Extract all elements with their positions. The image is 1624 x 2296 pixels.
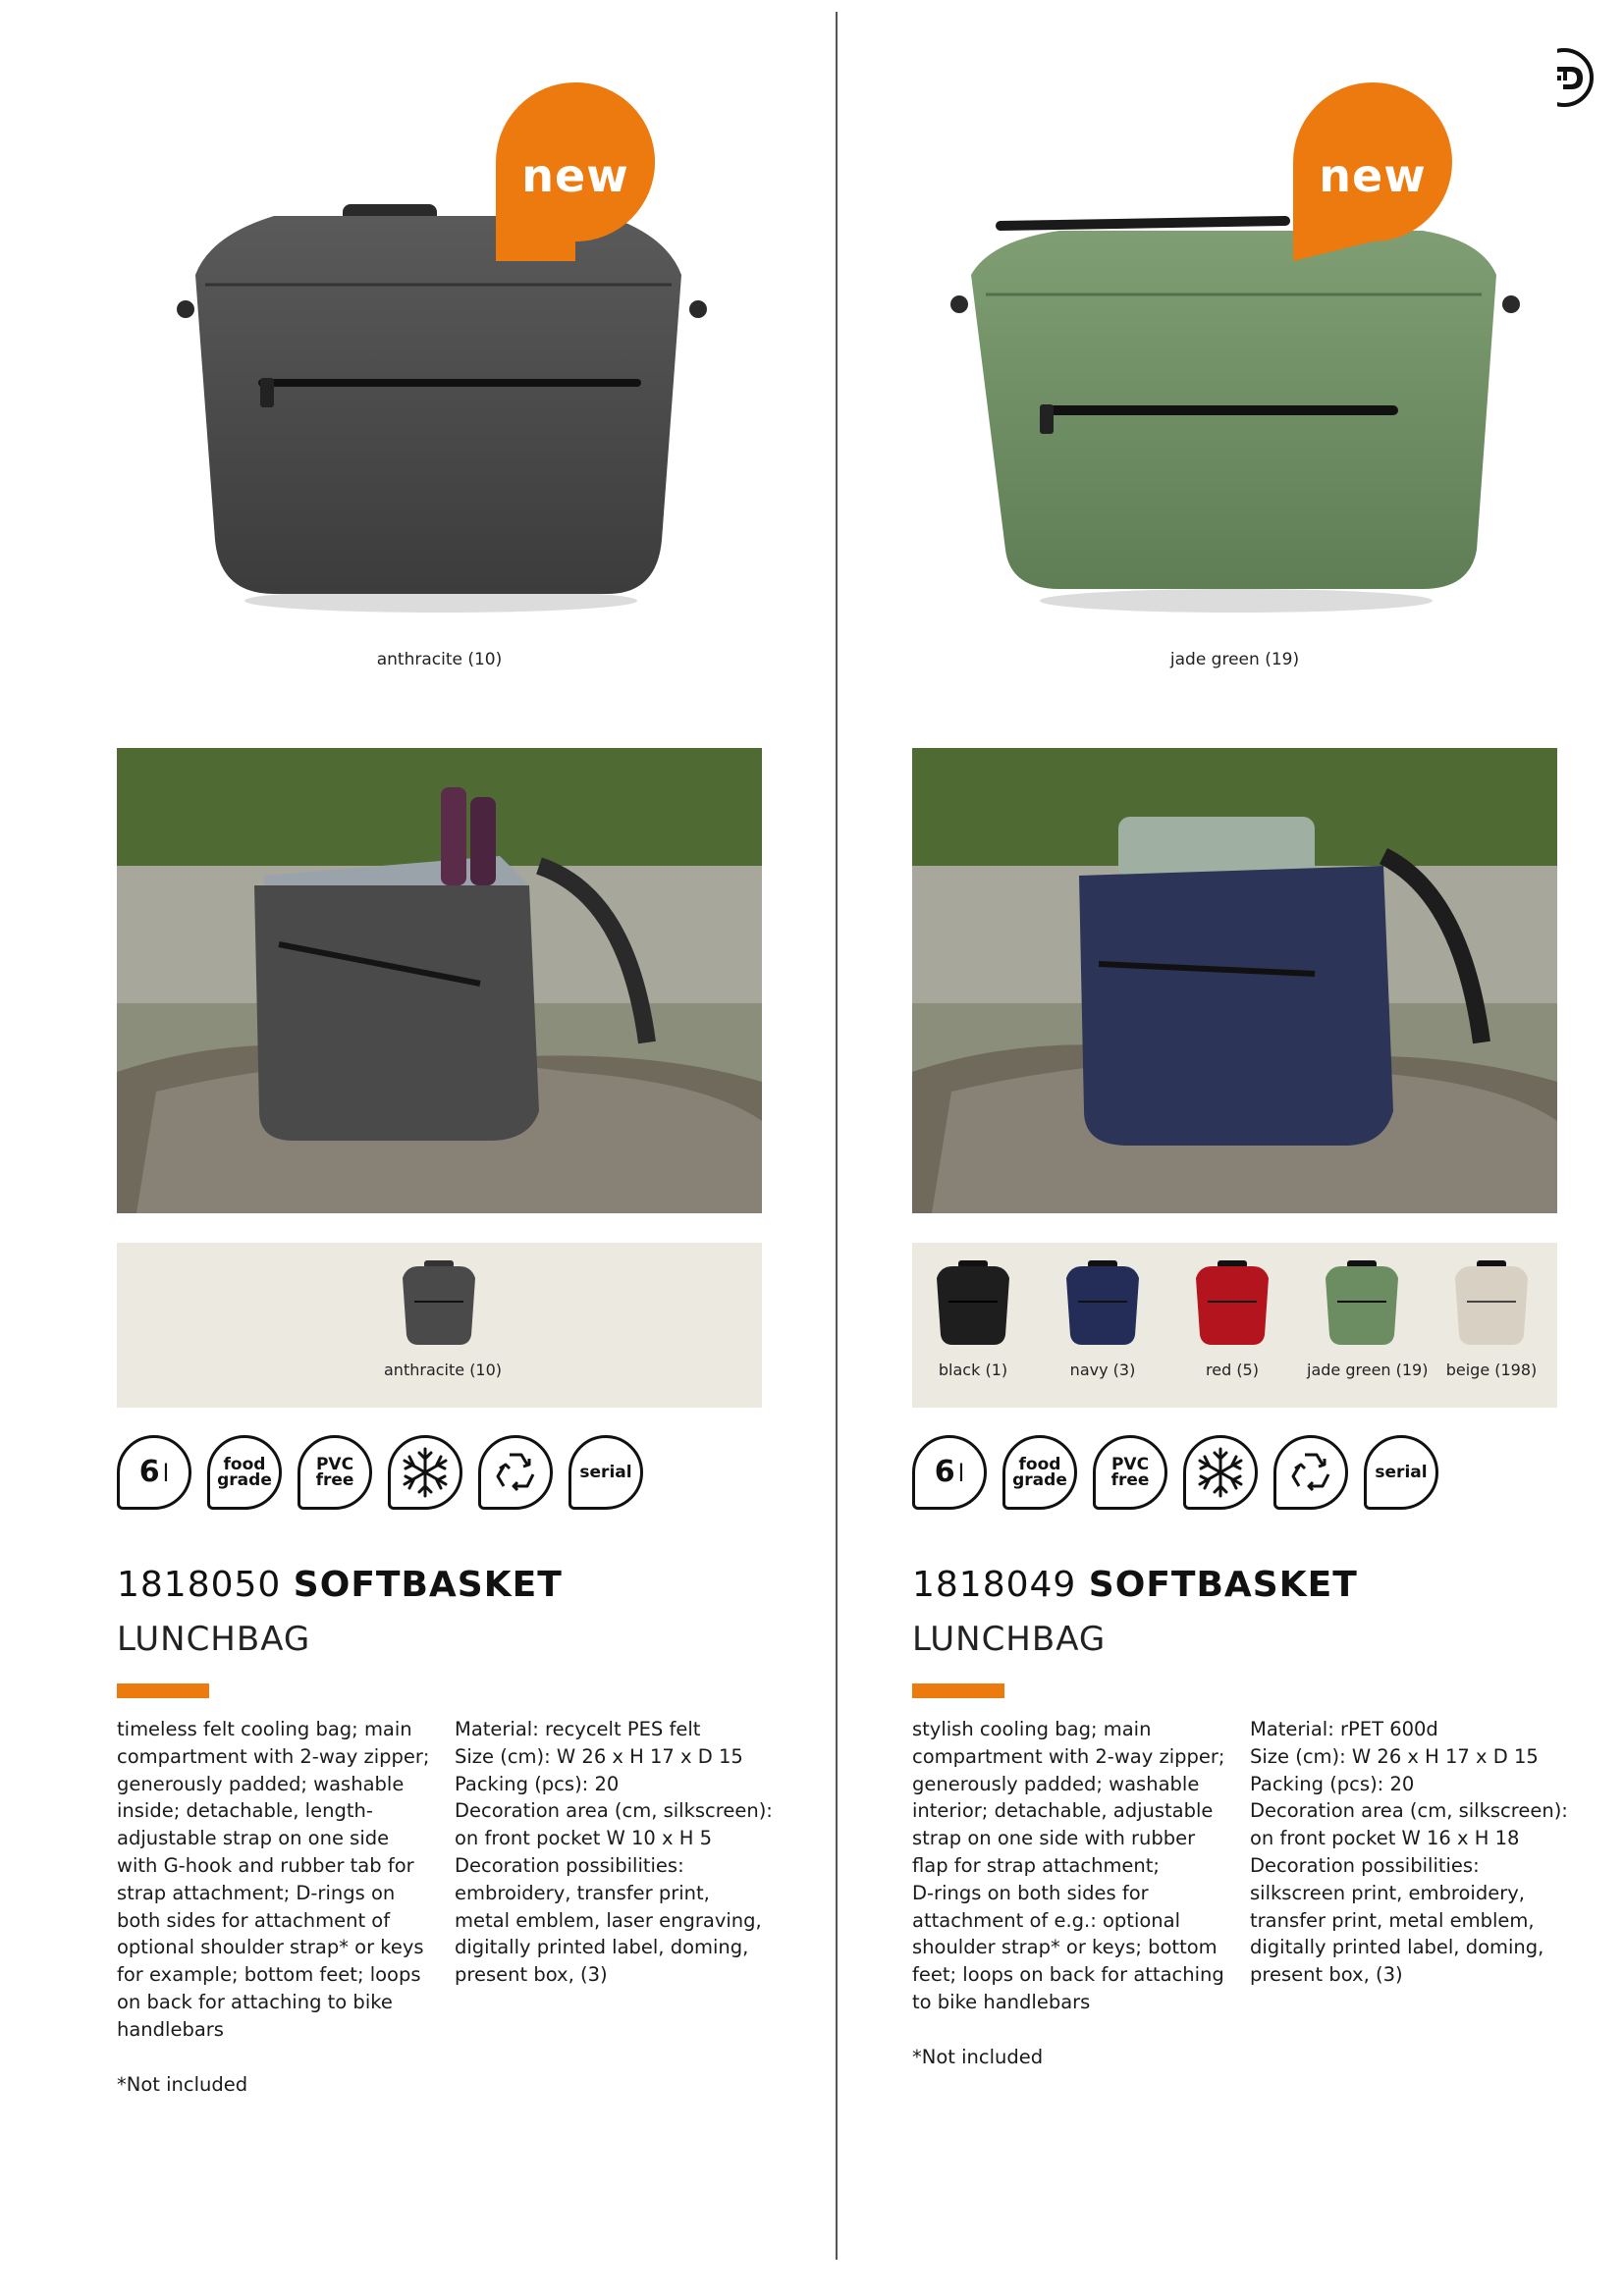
pvc-free-icon: PVC free <box>1093 1435 1169 1512</box>
pvc-free-icon: PVC free <box>298 1435 374 1512</box>
food-grade-icon: food grade <box>207 1435 284 1512</box>
product-title <box>117 1565 563 1605</box>
recycle-icon <box>1273 1435 1350 1512</box>
volume-icon: 6 l <box>117 1435 193 1512</box>
variant-swatch[interactable] <box>384 1256 503 1404</box>
product-description: stylish cooling bag; main compartment with 2-way zipper; generously padded; washable interior; detachable, adjustable strap on one side with rubber flap for strap attachment; D-rings on both sides for attachment of e.g.: optional shoulder strap* or keys; bottom feet; loops on back for attaching to bike handlebars <box>912 1718 1225 2013</box>
variant-label: navy (3) <box>1069 1361 1136 1379</box>
new-badge <box>494 80 657 261</box>
product-name: SOFTBASKET <box>293 1565 563 1605</box>
hero-caption: jade green (19) <box>1169 650 1300 669</box>
new-badge-label: new <box>1319 149 1427 202</box>
article-number: 1818050 <box>117 1565 282 1605</box>
product-subtitle: LUNCHBAG <box>117 1620 311 1659</box>
variant-label: red (5) <box>1206 1361 1259 1379</box>
new-badge-label: new <box>521 149 629 202</box>
hero-product-image <box>912 39 1557 699</box>
variant-label: beige (198) <box>1445 1361 1538 1379</box>
accent-bar <box>117 1683 209 1698</box>
serial-icon: serial <box>568 1435 645 1512</box>
product-column-1818049 <box>912 0 1568 2296</box>
variant-swatch[interactable] <box>918 1256 1028 1404</box>
product-specs: Material: recycelt PES felt Size (cm): W 26 x H 17 x D 15 Packing (pcs): 20 Decoration area (cm, silkscreen): on front pocket W 10 x H 5 Decoration possibilities: embroidery, transfer print, metal emblem, laser engraving, digitally printed label, doming, present box, (3) <box>455 1718 773 1987</box>
recycle-icon <box>478 1435 555 1512</box>
color-variants <box>912 1243 1557 1408</box>
product-name: SOFTBASKET <box>1088 1565 1358 1605</box>
lifestyle-photo <box>117 748 762 1213</box>
variant-swatch[interactable] <box>1177 1256 1287 1404</box>
variant-swatch[interactable] <box>1048 1256 1158 1404</box>
product-column-1818050 <box>117 0 773 2296</box>
snowflake-icon <box>1183 1435 1260 1512</box>
hero-caption: anthracite (10) <box>376 650 503 669</box>
product-title <box>912 1565 1358 1605</box>
product-description: timeless felt cooling bag; main compartment with 2-way zipper; generously padded; washable inside; detachable, length- adjustable strap on one side with G-hook and rubber tab for strap attachment; D-rings on both sides for attachment of optional shoulder strap* or keys for example; bottom feet; loops on back for attaching to bike handlebars <box>117 1718 430 2041</box>
color-variants <box>117 1243 762 1408</box>
product-specs: Material: rPET 600d Size (cm): W 26 x H 17 x D 15 Packing (pcs): 20 Decoration area (cm, silkscreen): on front pocket W 16 x H 18 Decoration possibilities: silkscreen print, embroidery, transfer print, metal emblem, digitally printed label, doming, present box, (3) <box>1250 1718 1568 1987</box>
variant-label: jade green (19) <box>1307 1361 1429 1379</box>
footnote: *Not included <box>117 2073 248 2096</box>
volume-icon: 6 l <box>912 1435 989 1512</box>
variant-swatch[interactable] <box>1307 1256 1429 1404</box>
snowflake-icon <box>388 1435 464 1512</box>
article-number: 1818049 <box>912 1565 1077 1605</box>
variant-label: black (1) <box>938 1361 1008 1379</box>
feature-icons <box>117 1435 762 1514</box>
accent-bar <box>912 1683 1004 1698</box>
column-divider <box>836 12 838 2260</box>
variant-label: anthracite (10) <box>384 1361 503 1379</box>
lifestyle-photo <box>912 748 1557 1213</box>
food-grade-icon: food grade <box>1002 1435 1079 1512</box>
feature-icons <box>912 1435 1557 1514</box>
hero-product-image <box>117 39 762 699</box>
new-badge <box>1291 80 1454 261</box>
product-subtitle: LUNCHBAG <box>912 1620 1107 1659</box>
footnote: *Not included <box>912 2046 1044 2068</box>
variant-swatch[interactable] <box>1436 1256 1546 1404</box>
serial-icon: serial <box>1364 1435 1440 1512</box>
